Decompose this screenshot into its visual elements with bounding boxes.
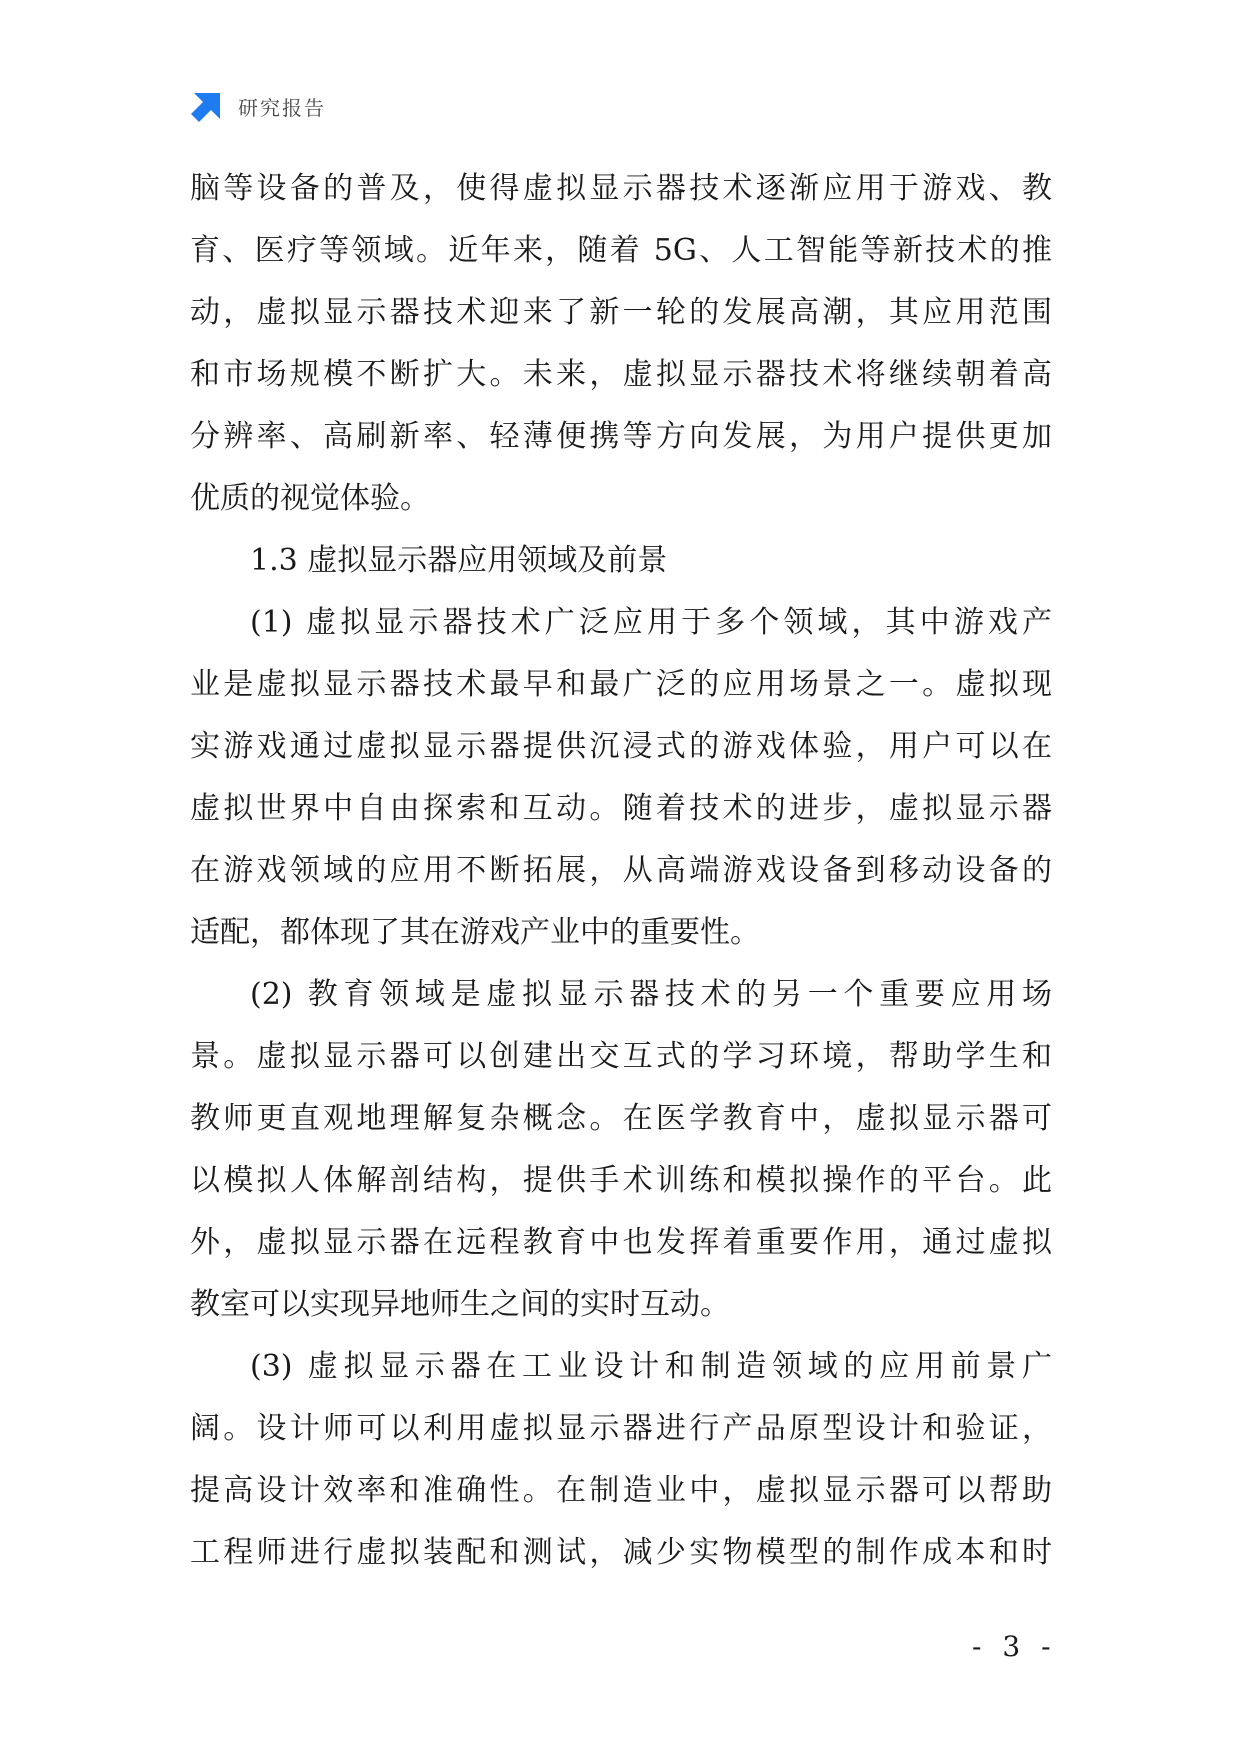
text-line: 业是虚拟显示器技术最早和最广泛的应用场景之一。虚拟现 — [190, 667, 1052, 702]
text-line: 分辨率、高刷新率、轻薄便携等方向发展，为用户提供更加 — [190, 419, 1052, 454]
report-label: 研究报告 — [238, 95, 326, 120]
arrow-up-right-logo-icon — [190, 89, 224, 123]
text-line: (1) 虚拟显示器技术广泛应用于多个领域，其中游戏产 — [250, 605, 1052, 640]
text-line: 教师更直观地理解复杂概念。在医学教育中，虚拟显示器可 — [190, 1101, 1052, 1136]
text-line: 育、医疗等领域。近年来，随着 5G、人工智能等新技术的推 — [190, 233, 1052, 268]
text-line: 脑等设备的普及，使得虚拟显示器技术逐渐应用于游戏、教 — [190, 171, 1052, 206]
text-line: 教室可以实现异地师生之间的实时互动。 — [190, 1287, 730, 1322]
text-line: 工程师进行虚拟装配和测试，减少实物模型的制作成本和时 — [190, 1535, 1052, 1570]
text-line: 外，虚拟显示器在远程教育中也发挥着重要作用，通过虚拟 — [190, 1225, 1052, 1260]
text-line: 实游戏通过虚拟显示器提供沉浸式的游戏体验，用户可以在 — [190, 729, 1052, 764]
text-line: 景。虚拟显示器可以创建出交互式的学习环境，帮助学生和 — [190, 1039, 1052, 1074]
text-line: 以模拟人体解剖结构，提供手术训练和模拟操作的平台。此 — [190, 1163, 1052, 1198]
text-line: 在游戏领域的应用不断拓展，从高端游戏设备到移动设备的 — [190, 853, 1052, 888]
text-line: 虚拟世界中自由探索和互动。随着技术的进步，虚拟显示器 — [190, 791, 1052, 826]
section-heading: 1.3 虚拟显示器应用领域及前景 — [250, 543, 668, 578]
text-line: 动，虚拟显示器技术迎来了新一轮的发展高潮，其应用范围 — [190, 295, 1052, 330]
page-header — [190, 87, 326, 125]
text-line: 和市场规模不断扩大。未来，虚拟显示器技术将继续朝着高 — [190, 357, 1052, 392]
text-line: (2) 教育领域是虚拟显示器技术的另一个重要应用场 — [250, 977, 1052, 1012]
text-line: 阔。设计师可以利用虚拟显示器进行产品原型设计和验证， — [190, 1411, 1052, 1446]
text-line: 适配，都体现了其在游戏产业中的重要性。 — [190, 915, 760, 950]
text-line: (3) 虚拟显示器在工业设计和制造领域的应用前景广 — [250, 1349, 1052, 1384]
page-number: - 3 - — [972, 1630, 1057, 1663]
text-line: 优质的视觉体验。 — [190, 481, 430, 516]
document-body — [190, 158, 1052, 1584]
text-line: 提高设计效率和准确性。在制造业中，虚拟显示器可以帮助 — [190, 1473, 1052, 1508]
